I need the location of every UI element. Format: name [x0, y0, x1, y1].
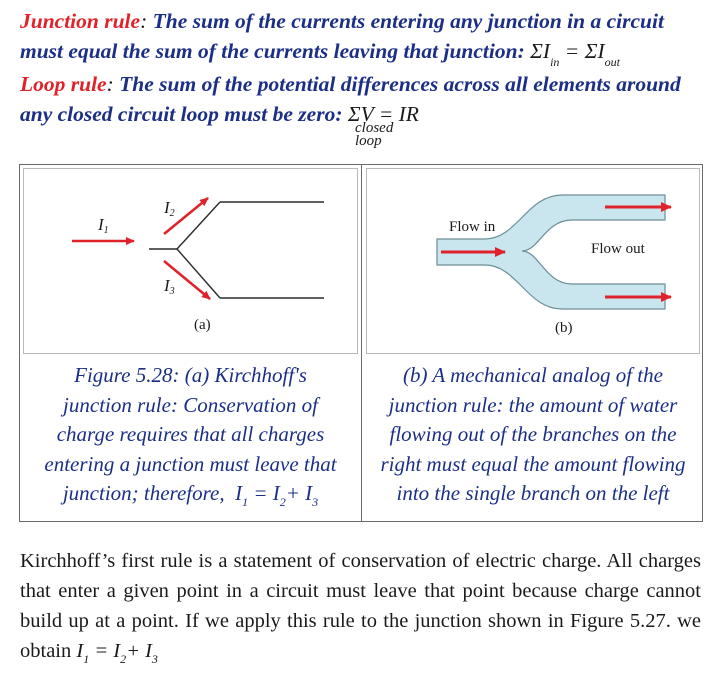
rules-block [20, 6, 710, 129]
panel-a-label: (a) [194, 317, 211, 333]
loop-rule-text-2: any closed circuit loop must be zero: [20, 102, 343, 126]
flow-out-label: Flow out [591, 241, 645, 257]
junction-wires [149, 202, 324, 298]
label-i2: I2 [164, 198, 175, 219]
caption-b: (b) A mechanical analog of the junction rule: the amount of water flowing out of the branches on the right must equal the amount flowing into the single branch on the left [380, 363, 686, 505]
panel-b-label: (b) [555, 320, 573, 336]
junction-rule-label: Junction rule [20, 9, 141, 33]
junction-rule-line-1: Junction rule: The sum of the currents entering any junction in a circuit [20, 9, 664, 33]
loop-equation-subscript: closed loop [355, 120, 394, 149]
junction-rule-line-2 [20, 36, 710, 69]
body-paragraph: Kirchhoff’s first rule is a statement of conservation of electric charge. All charges that enter a given point in a circuit must leave that point because charge cannot build up at a point. If we apply this rule to the junction shown in Figure 5.27. we obtain $I_1 = I_2+ I_3$ [20, 550, 701, 666]
panel-b-water-analog [366, 168, 700, 354]
junction-rule-text-1: The sum of the currents entering any junction in a circuit [152, 9, 664, 33]
flow-in-label: Flow in [449, 219, 496, 235]
caption-a: Figure 5.28: (a) Kirchhoff's junction rule: Conservation of charge requires that all charges entering a junction must leave that junction; therefore, $I_1 = I_2+ I_3$ [44, 363, 337, 509]
loop-rule-text-1: The sum of the potential differences across all elements around [119, 72, 681, 96]
loop-rule-label: Loop rule [20, 72, 107, 96]
label-i3: I3 [164, 276, 175, 297]
loop-equation: ΣV = IR [347, 102, 419, 126]
label-i1: I1 [98, 215, 109, 236]
junction-equation: $\Sigma I_{in} = \Sigma I_{out}$ [530, 39, 620, 69]
figure-5-28 [19, 164, 703, 522]
panel-a-junction-diagram [23, 168, 358, 354]
junction-rule-text-2: must equal the sum of the currents leaving that junction: [20, 39, 525, 63]
loop-rule-line-1: Loop rule: The sum of the potential differences across all elements around [20, 72, 681, 96]
